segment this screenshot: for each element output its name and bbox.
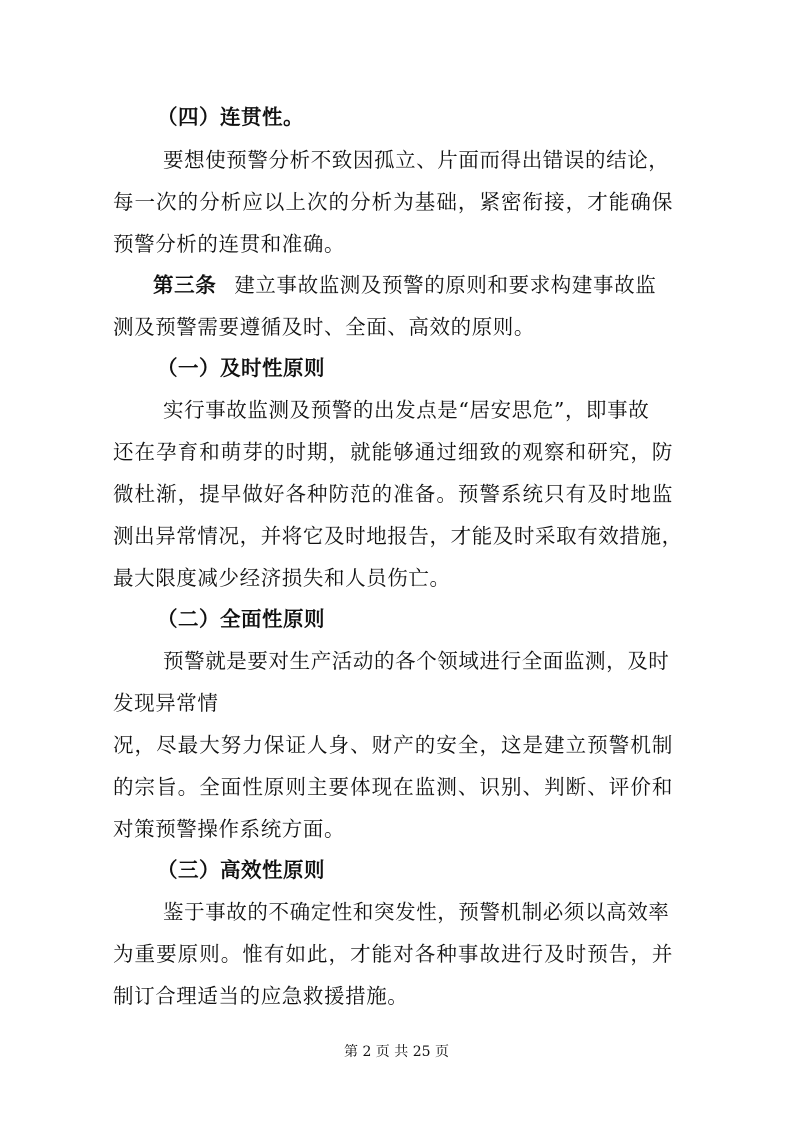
paragraph-line: 每一次的分析应以上次的分析为基础，紧密衔接，才能确保	[113, 190, 673, 214]
section-heading-efficiency: （三）高效性原则	[157, 858, 325, 882]
article-3-label: 第三条	[153, 273, 217, 297]
paragraph-line: 发现异常情	[113, 691, 219, 715]
paragraph-line: 为重要原则。惟有如此，才能对各种事故进行及时预告，并	[113, 942, 673, 966]
paragraph-line: 要想使预警分析不致因孤立、片面而得出错误的结论，	[163, 148, 670, 172]
paragraph-line: 况，尽最大努力保证人身、财产的安全，这是建立预警机制	[113, 733, 673, 757]
paragraph-line: 微杜渐，提早做好各种防范的准备。预警系统只有及时地监	[113, 482, 673, 506]
page-number-footer: 第 2 页 共 25 页	[344, 1044, 449, 1060]
section-heading-continuity: （四）连贯性。	[157, 105, 304, 129]
paragraph-line: 制订合理适当的应急救援措施。	[113, 984, 409, 1008]
article-3-line	[153, 271, 656, 299]
paragraph-line: 预警分析的连贯和准确。	[113, 232, 346, 256]
section-heading-comprehensiveness: （二）全面性原则	[157, 607, 325, 631]
paragraph-line: 预警就是要对生产活动的各个领域进行全面监测，及时	[163, 649, 670, 673]
section-heading-timeliness: （一）及时性原则	[157, 356, 325, 380]
paragraph-line: 对策预警操作系统方面。	[113, 817, 346, 841]
paragraph-line: 还在孕育和萌芽的时期，就能够通过细致的观察和研究，防	[113, 440, 673, 464]
paragraph-line: 鉴于事故的不确定性和突发性，预警机制必须以高效率	[163, 900, 670, 924]
paragraph-line: 的宗旨。全面性原则主要体现在监测、识别、判断、评价和	[113, 775, 673, 799]
paragraph-line: 测出异常情况，并将它及时地报告，才能及时采取有效措施，	[113, 524, 683, 548]
paragraph-line: 最大限度减少经济损失和人员伤亡。	[113, 566, 451, 590]
paragraph-line: 实行事故监测及预警的出发点是“居安思危”，即事故	[163, 398, 650, 422]
article-3-text: 建立事故监测及预警的原则和要求构建事故监	[234, 273, 657, 297]
paragraph-line: 测及预警需要遵循及时、全面、高效的原则。	[113, 315, 535, 339]
